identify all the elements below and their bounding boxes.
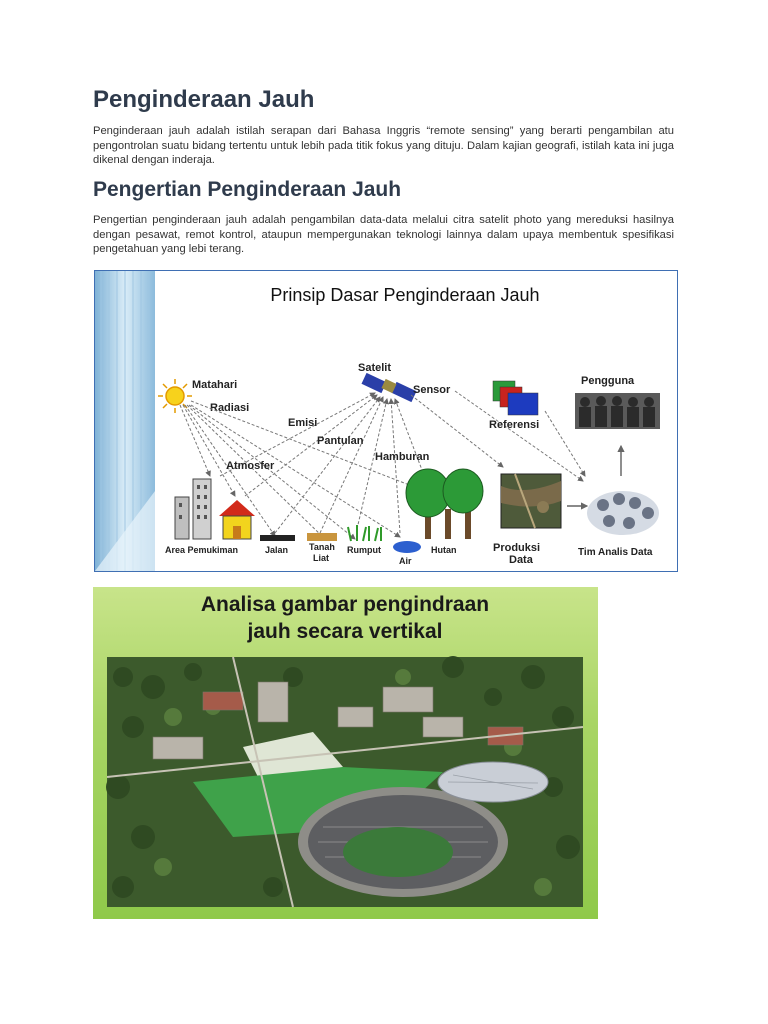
intro-paragraph: Penginderaan jauh adalah istilah serapan dari Bahasa Inggris “remote sensing” yang berarti pengambilan atu pengontrolan suatu bidang tertentu untuk lebih pada titik fokus yang dituju. Dalam kajian geografi, istilah kata ini juga dikenal dengan inderaja.	[93, 125, 674, 167]
label-referensi: Referensi	[489, 419, 540, 431]
satellite-icon	[361, 373, 416, 402]
label-tanah: Tanah	[309, 542, 335, 552]
label-liat: Liat	[313, 553, 330, 563]
label-air: Air	[399, 556, 412, 566]
aerial-photo	[106, 656, 583, 907]
settlement-buildings-icon	[175, 479, 255, 539]
label-radiasi: Radiasi	[210, 402, 250, 414]
soil-icon	[307, 533, 337, 541]
diagram-title: Prinsip Dasar Penginderaan Jauh	[270, 285, 540, 305]
grass-icon	[348, 525, 381, 541]
label-produksi: Produksi	[493, 542, 541, 554]
aerial-title-line2: jauh secara vertikal	[247, 620, 443, 643]
label-matahari: Matahari	[192, 379, 238, 391]
label-pengguna: Pengguna	[581, 375, 635, 387]
label-atmosfer: Atmosfer	[226, 460, 275, 472]
label-satelit: Satelit	[358, 362, 392, 374]
label-pantulan: Pantulan	[317, 435, 364, 447]
reference-map-icon	[493, 381, 538, 415]
page-title: Penginderaan Jauh	[93, 86, 315, 113]
aerial-title-line1: Analisa gambar pengindraan	[200, 593, 490, 616]
label-tim-analis: Tim Analis Data	[578, 547, 653, 558]
label-hamburan: Hamburan	[375, 451, 430, 463]
section-title: Pengertian Penginderaan Jauh	[93, 178, 402, 201]
satellite-imagery-icon	[501, 474, 561, 528]
vertical-aerial-image	[93, 587, 598, 919]
analyst-team-icon	[587, 491, 659, 535]
label-sensor: Sensor	[413, 384, 451, 396]
label-hutan: Hutan	[431, 545, 457, 555]
users-group-icon	[575, 393, 660, 429]
road-icon	[260, 535, 295, 541]
skyscraper-image	[95, 271, 155, 571]
label-area-pemukiman: Area Pemukiman	[165, 545, 239, 555]
label-jalan: Jalan	[265, 545, 289, 555]
label-emisi: Emisi	[288, 417, 318, 429]
section-paragraph: Pengertian penginderaan jauh adalah pengambilan data-data melalui citra satelit photo yang mereduksi hasilnya dengan pesawat, remot kontrol, ataupun mempergunakan teknologi lainnya dalam upaya membentuk spesifikasi pengetahuan yang lebi terang.	[93, 214, 674, 256]
sun-icon	[158, 379, 192, 413]
water-icon	[393, 541, 421, 553]
remote-sensing-principle-diagram	[94, 270, 678, 572]
label-data: Data	[509, 554, 533, 566]
forest-trees-icon	[406, 469, 483, 539]
label-rumput: Rumput	[347, 545, 381, 555]
